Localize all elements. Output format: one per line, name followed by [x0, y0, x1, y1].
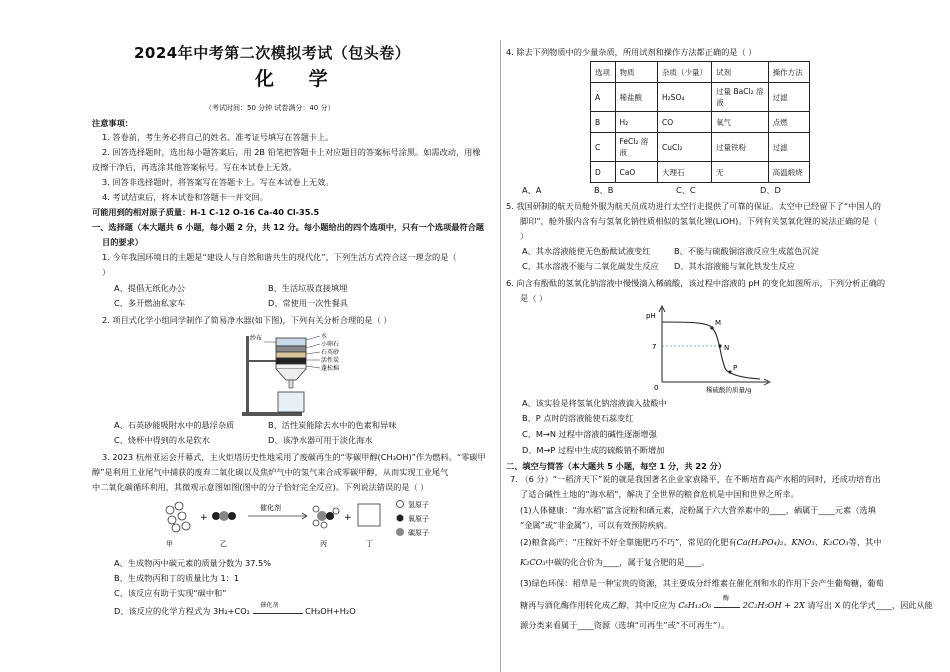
- q3-stem-cont2: 中二氧化碳循环利用，其微观示意图如图(图中的分子恰好完全反应)。下列说法错误的是（ ）: [92, 482, 429, 492]
- q1-stem-cont: ）: [102, 267, 111, 277]
- label-sand: 石英砂: [321, 349, 340, 356]
- name-yi: 乙: [220, 540, 227, 548]
- q4-stem: 4. 除去下列物质中的少量杂质，所用试剂和操作方法都正确的是（ ）: [506, 47, 757, 57]
- cell: CuCl₂: [658, 133, 712, 162]
- table-row: [591, 112, 810, 133]
- q1-stem: 1. 今年我国环境日的主题是“建设人与自然和谐共生的现代化”，下列生活方式符合这一理念的是（: [102, 252, 457, 262]
- cell: 过量铁粉: [712, 133, 769, 162]
- point-p: [728, 370, 731, 373]
- q7-eq-left: C₆H₁₂O₆: [678, 600, 712, 610]
- q4-table: [590, 61, 810, 183]
- molecule-ding-box: [358, 504, 380, 526]
- label-carbon: 活性炭: [321, 357, 340, 364]
- q5-option-c[interactable]: C、其水溶液不能与二氧化碳发生反应: [522, 261, 659, 271]
- header-impurity: 杂质（少量）: [658, 62, 712, 83]
- q1-option-b[interactable]: B、生活垃圾直接填埋: [268, 283, 348, 293]
- svg-text:+: +: [344, 513, 352, 523]
- q4-option-a[interactable]: A、A: [522, 185, 542, 195]
- header-method: 操作方法: [768, 62, 809, 83]
- q7-eq-cat: 酶: [723, 595, 730, 602]
- note-2: 2. 回答选择题时，选出每小题答案后，用 2B 铅笔把答题卡上对应题目的答案标号涂黑。如需改动，用橡: [102, 147, 481, 157]
- cell: 氧气: [712, 112, 769, 133]
- atomic-masses: 可能用到的相对原子质量：H-1 C-12 O-16 Ca-40 Cl-35.5: [92, 207, 320, 217]
- q7-p1b: “金属”或“非金属”），可以有效预防疾病。: [520, 520, 673, 530]
- exam-title: 2024年中考第二次模拟考试（包头卷）: [134, 44, 411, 62]
- molecule-bing: [313, 506, 339, 528]
- q2-option-b[interactable]: B、活性炭能除去水中的色素和异味: [268, 420, 397, 430]
- water-filter-figure: [242, 330, 362, 418]
- q1-option-d[interactable]: D、常使用一次性餐具: [268, 298, 348, 308]
- reaction-diagram: [152, 496, 492, 552]
- q7-p3c: 源分类来看属于____资源（选填“可再生”或“不可再生”）。: [520, 620, 730, 630]
- legend-oxygen: 氧原子: [408, 515, 429, 523]
- q6-stem: 6. 向含有酚酞的氢氧化钠溶液中慢慢滴入稀硫酸，该过程中溶液的 pH 的变化如图所示，下列分析正确的: [506, 278, 886, 288]
- q3-option-a[interactable]: A、生成物丙中碳元素的质量分数为 37.5%: [114, 558, 272, 568]
- notes-heading: 注意事项：: [92, 118, 133, 128]
- cell: C: [591, 133, 616, 162]
- label-pebble: 小卵石: [321, 341, 340, 348]
- legend-carbon: 碳原子: [408, 529, 429, 537]
- point-n: [718, 344, 721, 347]
- q7-p2b-chem: K₂CO₃: [520, 557, 546, 567]
- q7-p2a-pre: (2)粮食高产：“庄稼好不好全靠施肥巧不巧”，常见的化肥有: [520, 537, 737, 547]
- q1-option-a[interactable]: A、提倡无纸化办公: [114, 283, 186, 293]
- q7-p2b: [520, 557, 709, 568]
- exam-info: （考试时间：50 分钟 试卷满分：40 分）: [205, 104, 335, 112]
- cell: 过滤: [768, 133, 809, 162]
- header-substance: 物质: [615, 62, 658, 83]
- q7-p2a: [520, 537, 881, 548]
- molecule-yi: [212, 511, 236, 521]
- cell: 高温煅烧: [768, 162, 809, 183]
- cell: 大理石: [658, 162, 712, 183]
- cell: CO: [658, 112, 712, 133]
- cell: 点燃: [768, 112, 809, 133]
- q5-stem-cont1: 脚印”，舱外服内含有与氢氧化钠性质相似的氢氧化锂(LiOH)。下列有关氢氧化锂的说法正确的是（: [520, 216, 878, 226]
- cell: B: [591, 112, 616, 133]
- q1-option-c[interactable]: C、多开燃油私家车: [114, 298, 186, 308]
- label-n: N: [724, 344, 730, 352]
- molecule-jia: [166, 502, 190, 532]
- origin-label: 0: [654, 384, 659, 392]
- q3-option-d[interactable]: [114, 602, 356, 617]
- q3-stem: 3. 2023 杭州亚运会开幕式，主火炬塔历史性地采用了废碳再生的“零碳甲醇(CH₃OH)”作为燃料。“零碳甲: [102, 452, 486, 462]
- cell: 过量 BaCl₂ 溶液: [712, 83, 769, 112]
- x-axis-label: 稀硫酸的质量/g: [706, 386, 752, 394]
- cell: 稀盐酸: [615, 83, 658, 112]
- note-2-cont: 皮擦干净后，再选涂其他答案标号。写在本试卷上无效。: [92, 162, 297, 172]
- enzyme-arrow: [714, 595, 740, 608]
- q3-stem-cont1: 醇”是利用工业尾气中捕获的废弃二氧化碳以及焦炉气中的氢气来合成零碳甲醇，从而实现工业尾气: [92, 467, 449, 477]
- table-row: [591, 83, 810, 112]
- q3-option-d-pre: D、该反应的化学方程式为 3H₂+CO₂: [114, 606, 250, 616]
- label-water: 水: [321, 333, 328, 340]
- q5-option-b[interactable]: B、不能与硫酸铜溶液反应生成蓝色沉淀: [674, 246, 819, 256]
- note-1: 1. 答卷前，考生务必将自己的姓名、准考证号填写在答题卡上。: [102, 132, 334, 142]
- name-bing: 丙: [320, 540, 327, 548]
- ph-curve: [662, 322, 760, 379]
- section2-heading: 二、填空与简答（本大题共 5 小题，每空 1 分，共 22 分）: [506, 461, 727, 471]
- cell: D: [591, 162, 616, 183]
- section1-heading-cont: 目的要求）: [102, 237, 143, 247]
- q7-p3b-post: 请写出 X 的化学式____，因此从能: [807, 600, 933, 610]
- legend-hydrogen: 氢原子: [408, 501, 429, 509]
- q6-option-d[interactable]: D、M→P 过程中生成的硫酸钠不断增加: [522, 445, 665, 455]
- q2-option-d[interactable]: D、该净水器可用于淡化海水: [268, 435, 373, 445]
- q7-line2: 了适合碱性土地的“海水稻”，解决了全世界的粮食危机是中国和世界之所幸。: [520, 489, 799, 499]
- q7-p3b: [520, 595, 933, 611]
- filter-bottle: [276, 338, 306, 388]
- catalyst-arrow: [253, 602, 303, 614]
- y-axis-label: pH: [646, 312, 656, 320]
- q5-option-a[interactable]: A、其水溶液能使无色酚酞试液变红: [522, 246, 651, 256]
- q7-p2b-post: 中碳的化合价为____，属于复合肥的是____。: [545, 557, 710, 567]
- q5-option-d[interactable]: D、其水溶液能与氧化铁发生反应: [674, 261, 795, 271]
- q2-option-a[interactable]: A、石英砂能吸附水中的悬浮杂质: [114, 420, 235, 430]
- legend: [396, 500, 429, 537]
- name-ding: 丁: [366, 540, 373, 548]
- q4-option-d[interactable]: D、D: [760, 185, 781, 195]
- cell: A: [591, 83, 616, 112]
- q5-stem: 5. 我国研制的航天员舱外服为航天员成功进行太空行走提供了可靠的保证。太空中已经留下了“中国人的: [506, 201, 881, 211]
- header-option: 选项: [591, 62, 616, 83]
- q6-stem-cont: 是（ ）: [520, 293, 548, 303]
- q4-option-b[interactable]: B、B: [594, 185, 614, 195]
- name-jia: 甲: [166, 540, 173, 548]
- label-cotton: 蓬松棉: [321, 365, 340, 372]
- q3-option-d-post: CH₃OH+H₂O: [305, 606, 356, 616]
- q7-p2a-post: 等，其中: [848, 537, 882, 547]
- catalyst-label: 催化剂: [260, 504, 281, 512]
- label-p: P: [733, 364, 738, 372]
- cell: H₂: [615, 112, 658, 133]
- point-m: [710, 326, 713, 329]
- q3-option-b[interactable]: B、生成物丙和丁的质量比为 1：1: [114, 573, 240, 583]
- q2-option-c[interactable]: C、烧杯中得到的水是软水: [114, 435, 210, 445]
- table-header-row: [591, 62, 810, 83]
- q4-option-c[interactable]: C、C: [676, 185, 696, 195]
- q7-line1: 7. （6 分）“一稻济天下”说的就是我国著名企业家袁隆平，在不断培育高产水稻的同时，还成功培育出: [510, 474, 881, 484]
- q7-p3a: (3)绿色环保：稻草是一种宝贵的资源，其主要成分纤维素在催化剂和水的作用下会产生葡萄糖，葡萄: [520, 578, 884, 588]
- table-row: [591, 162, 810, 183]
- label-gauze: 纱布: [250, 335, 263, 342]
- tick-7: 7: [652, 343, 657, 351]
- q7-p2a-chem: Ca(H₂PO₄)₂、KNO₃、K₂CO₃: [736, 537, 849, 547]
- cell: CaO: [615, 162, 658, 183]
- q5-stem-cont2: ）: [520, 231, 529, 241]
- section1-heading: 一、选择题（本大题共 6 小题，每小题 2 分，共 12 分。每小题给出的四个选项中，只有一个选项最符合题: [92, 222, 484, 232]
- q6-option-c[interactable]: C、M→N 过程中溶液的碱性逐渐增强: [522, 429, 657, 439]
- subject-title: 化 学: [255, 68, 342, 90]
- header-reagent: 试剂: [712, 62, 769, 83]
- q6-option-b[interactable]: B、P 点时的溶液能使石蕊变红: [522, 413, 634, 423]
- cell: FeCl₂ 溶液: [615, 133, 658, 162]
- column-divider: [500, 40, 501, 672]
- note-3: 3. 回答非选择题时，将答案写在答题卡上。写在本试卷上无效。: [102, 177, 334, 187]
- q3-option-d-catalyst: 催化剂: [260, 602, 279, 609]
- q3-option-c[interactable]: C、该反应有助于实现“碳中和”: [114, 588, 227, 598]
- svg-text:+: +: [200, 513, 208, 523]
- q7-p1a: (1)人体健康：“海水稻”富含淀粉和硒元素，淀粉属于六大营养素中的____，硒属于____元素（选填: [520, 505, 876, 515]
- note-4: 4. 考试结束后，将本试卷和答题卡一并交回。: [102, 192, 268, 202]
- q2-stem: 2. 项目式化学小组同学制作了简易净水器(如下图)，下列有关分析合理的是（ ）: [102, 315, 392, 325]
- ph-curve-chart: [636, 302, 776, 394]
- q7-eq-right: 2C₂H₅OH + 2X: [742, 600, 805, 610]
- label-m: M: [715, 319, 722, 327]
- cell: H₂SO₄: [658, 83, 712, 112]
- cell: 无: [712, 162, 769, 183]
- table-row: [591, 133, 810, 162]
- cell: 过滤: [768, 83, 809, 112]
- q7-p3b-pre: 糖再与酒化酶作用转化成乙醇，其中反应为: [520, 600, 676, 610]
- q6-option-a[interactable]: A、该实验是将氢氧化钠溶液滴入盐酸中: [522, 398, 667, 408]
- beaker: [278, 392, 304, 412]
